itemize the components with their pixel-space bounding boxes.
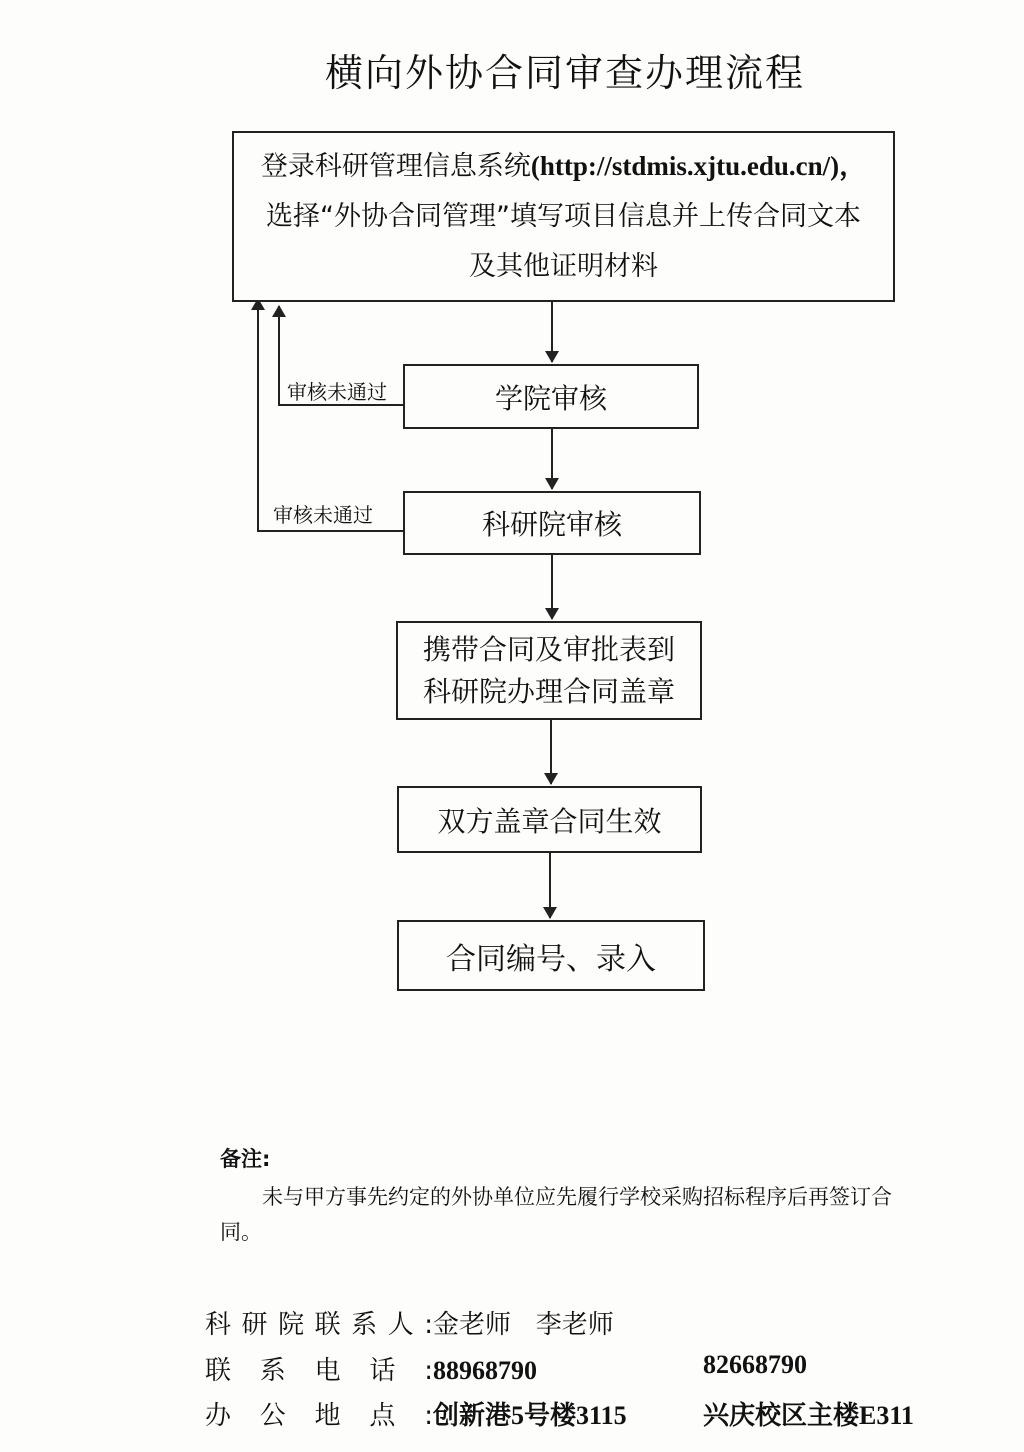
seal-line-1: 携带合同及审批表到 — [422, 632, 675, 666]
step-contract-effective — [397, 786, 702, 853]
login-line-1 — [261, 141, 866, 192]
effective-label: 双方盖章合同生效 — [437, 804, 662, 838]
login-line-3: 及其他证明材料 — [469, 251, 658, 282]
research-review-label: 科研院审核 — [481, 508, 622, 541]
login-line-2: 选择“外协合同管理”填写项目信息并上传合同文本 — [266, 201, 861, 232]
contact-people-value: 金老师 李老师 — [433, 1310, 614, 1340]
contact-address-label: 办公地点: — [205, 1401, 433, 1431]
step-contract-numbering — [397, 920, 705, 991]
contact-address-row — [205, 1395, 914, 1432]
college-fail-label: 审核未通过 — [287, 380, 387, 404]
contact-people-label: 科研院联系人: — [205, 1310, 433, 1340]
login-system-url: (http://stdmis.xjtu.edu.cn/)， — [530, 151, 867, 181]
contact-phone-1: 88968790 — [433, 1356, 537, 1385]
college-review-label: 学院审核 — [494, 381, 607, 415]
page-title: 横向外协合同审查办理流程 — [324, 51, 805, 95]
contact-people-row — [205, 1304, 614, 1341]
contact-phone-label: 联系电话: — [205, 1356, 433, 1386]
contact-phone-row — [205, 1350, 807, 1387]
contact-phone-2: 82668790 — [703, 1350, 807, 1379]
note-heading: 备注: — [220, 1147, 271, 1171]
note-text: 未与甲方事先约定的外协单位应先履行学校采购招标程序后再签订合同。 — [220, 1185, 892, 1244]
login-system-text: 登录科研管理信息系统 — [260, 151, 531, 182]
seal-line-2: 科研院办理合同盖章 — [422, 674, 675, 708]
numbering-label: 合同编号、录入 — [446, 941, 656, 977]
step-research-review — [403, 491, 701, 555]
research-fail-label: 审核未通过 — [273, 503, 373, 527]
contact-address-2: 兴庆校区主楼E311 — [703, 1401, 914, 1430]
contact-address-1: 创新港5号楼3115 — [433, 1401, 627, 1430]
step-login-system — [232, 131, 895, 302]
step-college-review — [403, 364, 699, 429]
step-contract-seal — [396, 621, 702, 720]
